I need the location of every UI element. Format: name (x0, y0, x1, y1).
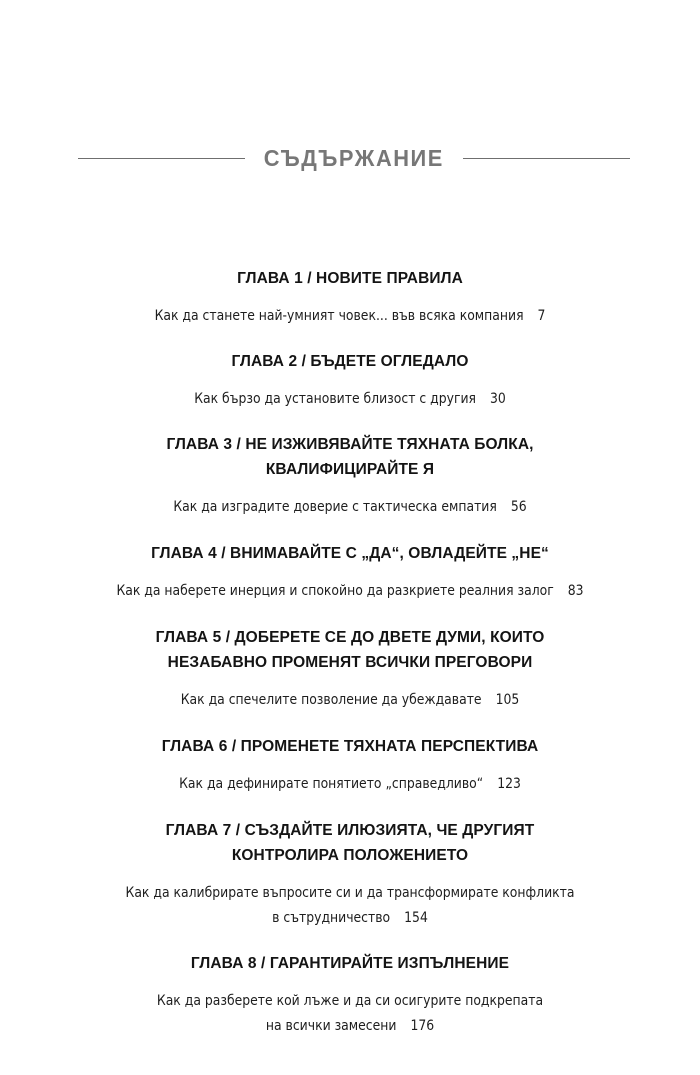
page-title: СЪДЪРЖАНИЕ (263, 144, 445, 171)
chapter-description (60, 881, 640, 931)
description-text: на всички замесени (265, 1018, 397, 1034)
chapter-title-line: КОНТРОЛИРА ПОЛОЖЕНИЕТО (231, 847, 469, 864)
table-of-contents (60, 266, 640, 1039)
chapter-title (60, 349, 640, 374)
toc-entry-chapter-3[interactable] (60, 432, 640, 520)
chapter-title-line: КВАЛИФИЦИРАЙТЕ Я (265, 461, 435, 478)
chapter-title (60, 734, 640, 759)
toc-entry-chapter-1[interactable] (60, 266, 640, 329)
chapter-title-line: ГЛАВА 4 / ВНИМАВАЙТЕ С „ДА“, ОВЛАДЕЙТЕ „НЕ“ (151, 545, 549, 562)
description-text: Как да изградите доверие с тактическа емпатия (173, 499, 497, 515)
toc-entry-chapter-2[interactable] (60, 349, 640, 412)
chapter-description-line (60, 1014, 640, 1039)
page-number: 123 (497, 776, 521, 792)
chapter-description (60, 688, 640, 713)
chapter-description (60, 772, 640, 797)
toc-entry-chapter-5[interactable] (60, 625, 640, 713)
toc-entry-chapter-8[interactable] (60, 951, 640, 1039)
chapter-title (60, 625, 640, 675)
description-text: Как да станете най-умният човек... във всяка компания (154, 308, 524, 324)
page-number: 7 (537, 308, 546, 324)
contents-header (78, 138, 630, 178)
toc-entry-chapter-7[interactable] (60, 818, 640, 931)
chapter-title-line: НЕЗАБАВНО ПРОМЕНЯТ ВСИЧКИ ПРЕГОВОРИ (167, 654, 533, 671)
chapter-description (60, 579, 640, 604)
chapter-description-line: Как да разберете кой лъже и да си осигурите подкрепата (156, 993, 544, 1009)
chapter-description-line: Как да калибрирате въпросите си и да трансформирате конфликта (125, 885, 575, 901)
chapter-title (60, 432, 640, 482)
chapter-description-line (60, 772, 640, 797)
chapter-description-line (60, 906, 640, 931)
page-number: 154 (404, 910, 428, 926)
chapter-description-line (60, 688, 640, 713)
chapter-title-line: ГЛАВА 3 / НЕ ИЗЖИВЯВАЙТЕ ТЯХНАТА БОЛКА, (166, 436, 534, 453)
chapter-description-line (60, 304, 640, 329)
page-number: 30 (490, 391, 506, 407)
chapter-title-line: ГЛАВА 6 / ПРОМЕНЕТЕ ТЯХНАТА ПЕРСПЕКТИВА (161, 738, 539, 755)
description-text: Как да спечелите позволение да убеждавате (180, 692, 482, 708)
toc-entry-chapter-6[interactable] (60, 734, 640, 797)
chapter-title-line: ГЛАВА 2 / БЪДЕТЕ ОГЛЕДАЛО (231, 353, 469, 370)
page-number: 105 (495, 692, 520, 708)
chapter-description (60, 304, 640, 329)
chapter-title (60, 951, 640, 976)
chapter-description (60, 387, 640, 412)
page-number: 176 (410, 1018, 435, 1034)
chapter-title (60, 266, 640, 291)
chapter-description (60, 495, 640, 520)
chapter-description-line (60, 579, 640, 604)
chapter-description-line (60, 387, 640, 412)
page-number: 83 (567, 583, 584, 599)
chapter-description-line (60, 495, 640, 520)
description-text: в сътрудничество (272, 910, 391, 926)
header-rule-right (463, 158, 630, 159)
description-text: Как да наберете инерция и спокойно да разкриете реалния залог (116, 583, 554, 599)
chapter-title (60, 818, 640, 868)
page-number: 56 (510, 499, 527, 515)
header-rule-left (78, 158, 245, 159)
chapter-title-line: ГЛАВА 5 / ДОБЕРЕТЕ СЕ ДО ДВЕТЕ ДУМИ, КОИТО (155, 629, 545, 646)
chapter-title-line: ГЛАВА 8 / ГАРАНТИРАЙТЕ ИЗПЪЛНЕНИЕ (190, 955, 510, 972)
chapter-description (60, 989, 640, 1039)
chapter-title-line: ГЛАВА 7 / СЪЗДАЙТЕ ИЛЮЗИЯТА, ЧЕ ДРУГИЯТ (165, 822, 535, 839)
chapter-title-line: ГЛАВА 1 / НОВИТЕ ПРАВИЛА (237, 270, 463, 287)
chapter-title (60, 541, 640, 566)
description-text: Как да дефинирате понятието „справедливо“ (179, 776, 484, 792)
toc-entry-chapter-4[interactable] (60, 541, 640, 604)
description-text: Как бързо да установите близост с другия (194, 391, 476, 407)
